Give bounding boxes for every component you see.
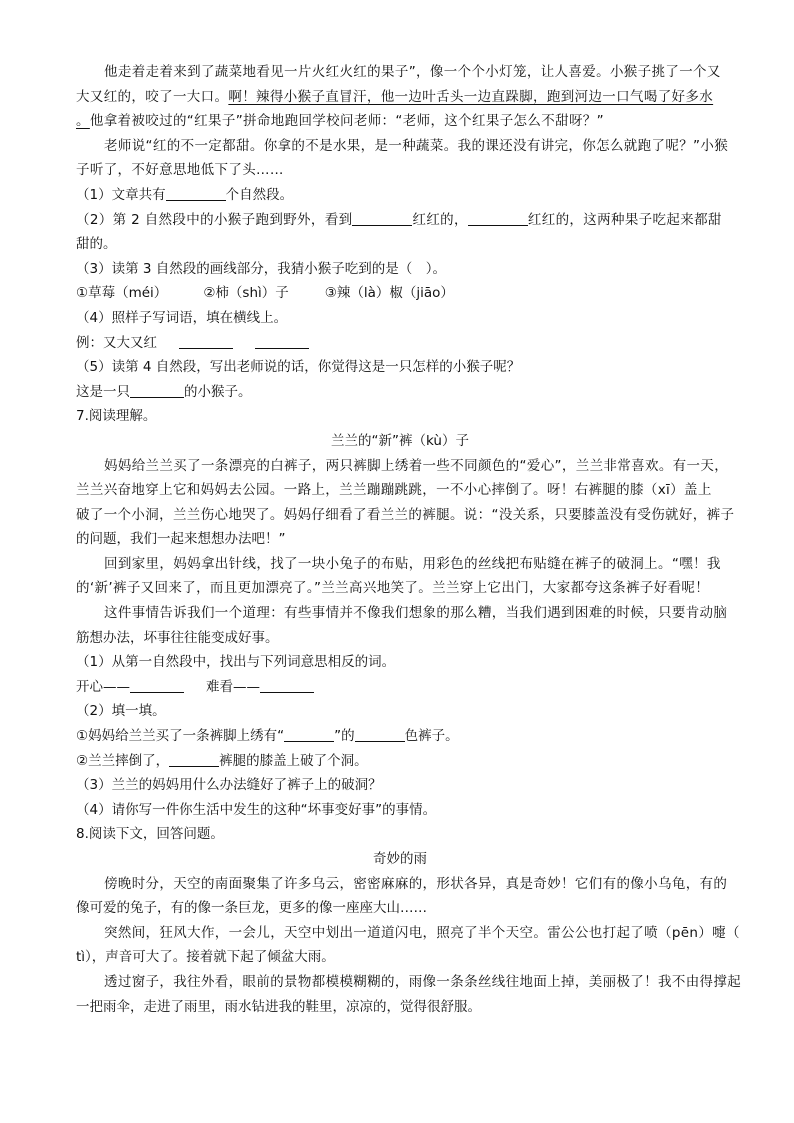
question-text: 红红的，这两种果子吃起来都甜 bbox=[527, 211, 722, 228]
story1-paragraph-line: 老师说“红的不一定都甜。你拿的不是水果，是一种蔬菜。我的课还没有讲完，你怎么就跑了呢？”小猴 bbox=[104, 137, 729, 154]
question-text: 红红的， bbox=[412, 211, 468, 228]
options-line bbox=[76, 281, 724, 306]
passage-line: 傍晚时分，天空的南面聚集了许多乌云，密密麻麻的，形状各异，真是奇妙！它们有的像小乌龟，有的 bbox=[104, 875, 728, 892]
story1-paragraph-line bbox=[76, 109, 724, 134]
question-line bbox=[76, 749, 724, 774]
section-header: 8.阅读下文，回答问题。 bbox=[76, 826, 224, 843]
passage-line: 的问题，我们一起来想想办法吧！” bbox=[76, 531, 286, 548]
passage-line: 像可爱的兔子，有的像一条巨龙，更多的像一座座大山…… bbox=[76, 900, 427, 917]
question-line bbox=[76, 380, 724, 405]
question-text: 裤腿的膝盖上破了个洞。 bbox=[219, 752, 368, 769]
question-line bbox=[76, 183, 724, 208]
question-line: （2）填一填。 bbox=[76, 703, 166, 720]
question-line: （4）请你写一件你生活中发生的这种“坏事变好事”的事情。 bbox=[76, 801, 437, 818]
question-line: 甜的。 bbox=[76, 236, 117, 253]
passage-line: 突然间，狂风大作，一会儿，天空中划出一道道闪电，照亮了半个天空。雷公公也打起了喷（pēn）嚏（ bbox=[104, 924, 740, 941]
question-text: 开心—— bbox=[76, 678, 130, 695]
question-text: （1）文章共有 bbox=[76, 186, 166, 203]
story1-underlined-text: 啊！辣得小猴子直冒汗，他一边叶舌头一边直跺脚，跑到河边一口气喝了好多水 bbox=[228, 88, 714, 105]
question-line: （3）读第 3 自然段的画线部分，我猜小猴子吃到的是（ ）。 bbox=[76, 260, 447, 277]
passage-line: 一把雨伞，走进了雨里，雨水钻进我的鞋里，凉凉的，觉得很舒服。 bbox=[76, 998, 481, 1015]
question-text: 个自然段。 bbox=[225, 186, 294, 203]
question-text: 这是一只 bbox=[76, 383, 130, 400]
answer-blank[interactable] bbox=[179, 334, 233, 349]
question-text: 的小猴子。 bbox=[184, 383, 252, 400]
passage-title: 奇妙的雨 bbox=[373, 851, 427, 867]
question-line bbox=[76, 675, 724, 700]
passage-line: 筋想办法，坏事往往能变成好事。 bbox=[76, 629, 279, 646]
story1-paragraph-line: 他走着走着来到了蔬菜地看见一片火红火红的果子”，像一个个小灯笼，让人喜爱。小猴子挑了一个又 bbox=[104, 64, 721, 80]
passage-title: 兰兰的“新”裤（kù）子 bbox=[331, 432, 469, 449]
question-line: （5）读第 4 自然段，写出老师说的话，你觉得这是一只怎样的小猴子呢？ bbox=[76, 359, 521, 376]
question-text: ①妈妈给兰兰买了一条裤脚上绣有“ bbox=[76, 728, 285, 745]
worksheet-page bbox=[76, 60, 742, 1019]
question-line bbox=[76, 208, 724, 233]
passage-line: 破了一个小洞，兰兰伤心地哭了。妈妈仔细看了看兰兰的裤腿。说：“没关系，只要膝盖没有受伤就好，裤子 bbox=[76, 506, 735, 523]
question-line: （3）兰兰的妈妈用什么办法缝好了裤子上的破洞？ bbox=[76, 777, 382, 794]
answer-blank[interactable] bbox=[130, 678, 184, 693]
answer-blank[interactable] bbox=[255, 334, 309, 349]
example-line bbox=[76, 331, 724, 356]
story1-underlined-text: 。 bbox=[76, 113, 90, 130]
option-3[interactable]: ③辣（là）椒（jiāo） bbox=[324, 285, 454, 302]
answer-blank[interactable] bbox=[260, 678, 314, 693]
example-text: 例：又大又红 bbox=[76, 334, 157, 351]
section-header: 7.阅读理解。 bbox=[76, 408, 157, 425]
passage-line: 这件事情告诉我们一个道理：有些事情并不像我们想象的那么糟，当我们遇到困难的时候，只要肯动脑 bbox=[104, 605, 728, 622]
answer-blank[interactable] bbox=[352, 211, 412, 226]
question-line bbox=[76, 724, 724, 749]
story1-text: 大又红的，咬了一大口。 bbox=[76, 88, 229, 105]
answer-blank[interactable] bbox=[169, 752, 219, 767]
question-text: 色裤子。 bbox=[404, 728, 459, 745]
answer-blank[interactable] bbox=[166, 186, 226, 201]
option-1[interactable]: ①草莓（méi） bbox=[76, 285, 168, 302]
question-text: 难看—— bbox=[206, 678, 260, 695]
passage-line: 的‘新’裤子又回来了，而且更加漂亮了。”兰兰高兴地笑了。兰兰穿上它出门，大家都夸这条裤子好看呢！ bbox=[76, 580, 710, 597]
passage-line: 回到家里，妈妈拿出针线，找了一块小兔子的布贴，用彩色的丝线把布贴缝在裤子的破洞上。“嘿！我 bbox=[104, 555, 721, 572]
question-text: ②兰兰摔倒了， bbox=[76, 752, 170, 769]
question-line: （1）从第一自然段中，找出与下列词意思相反的词。 bbox=[76, 654, 396, 671]
passage-line: 妈妈给兰兰买了一条漂亮的白裤子，两只裤脚上绣着一些不同颜色的“爱心”，兰兰非常喜欢。有一天， bbox=[104, 457, 729, 474]
answer-blank[interactable] bbox=[355, 727, 405, 742]
option-2[interactable]: ②柿（shì）子 bbox=[203, 285, 289, 302]
passage-line: tì），声音可大了。接着就下起了倾盆大雨。 bbox=[76, 949, 335, 966]
answer-blank[interactable] bbox=[284, 727, 334, 742]
story1-paragraph-line: 子听了，不好意思地低下了头…… bbox=[76, 162, 284, 179]
passage-line: 兰兰兴奋地穿上它和妈妈去公园。一路上，兰兰蹦蹦跳跳，一不小心摔倒了。呀！右裤腿的膝（xī）盖上 bbox=[76, 482, 712, 499]
passage-line: 透过窗子，我往外看，眼前的景物都模模糊糊的，雨像一条条丝线往地面上掉，美丽极了！我不由得撑起 bbox=[104, 973, 742, 990]
story1-text: 他拿着被咬过的“红果子”拼命地跑回学校问老师：“老师，这个红果子怎么不甜呀？” bbox=[89, 113, 604, 130]
story1-paragraph-line bbox=[76, 85, 724, 110]
answer-blank[interactable] bbox=[130, 383, 184, 398]
question-text: ”的 bbox=[334, 728, 355, 745]
question-line: （4）照样子写词语，填在横线上。 bbox=[76, 309, 288, 326]
question-text: （2）第 2 自然段中的小猴子跑到野外，看到 bbox=[76, 211, 353, 228]
answer-blank[interactable] bbox=[468, 211, 528, 226]
